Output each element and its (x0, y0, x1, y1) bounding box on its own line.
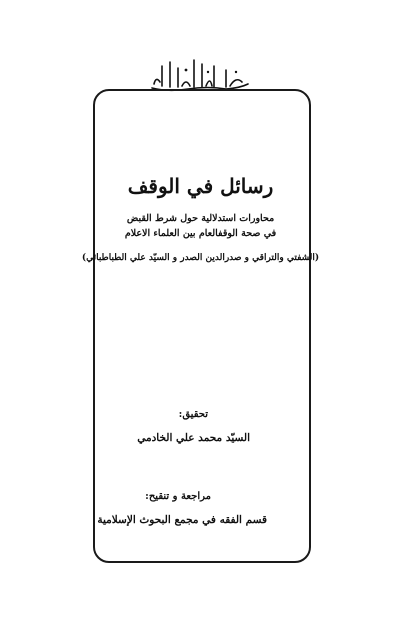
book-title: رسائل في الوقف (127, 174, 274, 198)
subtitle-line-1: محاورات استدلالية حول شرط القبض (126, 213, 275, 224)
tahqiq-name: السيّد محمد علي الخادمي (137, 432, 250, 444)
subtitle-line-3: (الشفتي والتراقي و صدرالدين الصدر و السيّد علي الطباطبائي) (81, 253, 320, 263)
subtitle-line-2: في صحة الوقفالعام بين العلماء الاعلام (124, 228, 277, 239)
tahqiq-label: تحقيق: (178, 409, 208, 420)
review-label: مراجعة و تنقيح: (145, 491, 211, 502)
review-name: قسم الفقه في مجمع البحوث الإسلامية (97, 514, 267, 526)
